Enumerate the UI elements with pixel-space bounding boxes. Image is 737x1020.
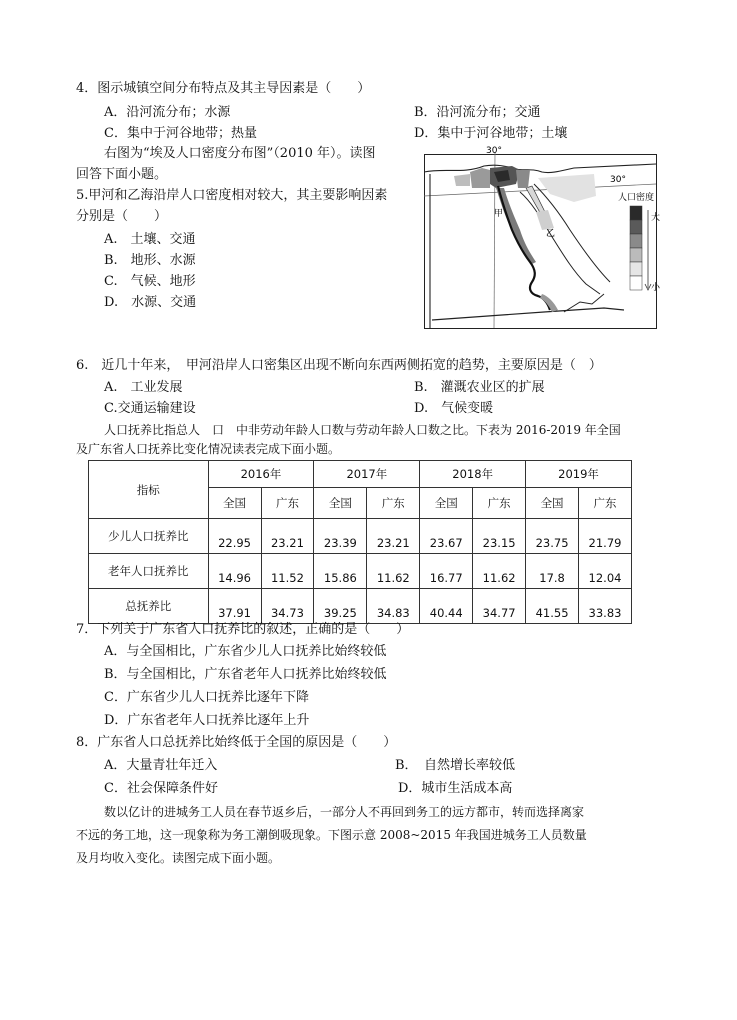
legend-low-label: 小 bbox=[651, 283, 661, 293]
table-cell: 16.77 bbox=[420, 554, 473, 589]
legend-swatch-6 bbox=[630, 276, 642, 290]
table-cell: 40.44 bbox=[420, 589, 473, 624]
table-cell: 34.73 bbox=[261, 589, 314, 624]
q4-option-a[interactable]: A．沿河流分布；水源 bbox=[104, 105, 231, 120]
q4-stem: 4．图示城镇空间分布特点及其主导因素是（ ） bbox=[76, 81, 371, 96]
legend-high-label: 大 bbox=[651, 213, 661, 223]
legend-swatch-4 bbox=[630, 248, 642, 262]
q7-option-a[interactable]: A．与全国相比，广东省少儿人口抚养比始终较低 bbox=[104, 644, 387, 659]
table-cell: 11.52 bbox=[261, 554, 314, 589]
q8-option-b[interactable]: B． 自然增长率较低 bbox=[395, 758, 516, 773]
longitude-label: 30° bbox=[486, 146, 502, 156]
table-cell: 23.21 bbox=[261, 519, 314, 554]
header-year-2018: 2018年 bbox=[420, 461, 526, 488]
row-label-total: 总抚养比 bbox=[89, 589, 209, 624]
subheader-guangdong: 广东 bbox=[579, 488, 632, 519]
table-cell: 34.77 bbox=[473, 589, 526, 624]
q7-option-b[interactable]: B．与全国相比，广东省老年人口抚养比始终较低 bbox=[104, 667, 387, 682]
river-label-jia: 甲 bbox=[494, 209, 504, 219]
q5-option-d[interactable]: D. 水源、交通 bbox=[104, 295, 197, 310]
q6-option-a[interactable]: A. 工业发展 bbox=[104, 380, 183, 395]
table-row bbox=[89, 519, 632, 554]
table-row bbox=[89, 589, 632, 624]
q8-stem: 8．广东省人口总抚养比始终低于全国的原因是（ ） bbox=[76, 735, 397, 750]
table-cell: 17.8 bbox=[526, 554, 579, 589]
q4-option-b[interactable]: B．沿河流分布；交通 bbox=[414, 105, 541, 120]
map-intro-line2: 回答下面小题。 bbox=[76, 167, 168, 182]
q7-option-d[interactable]: D．广东省老年人口抚养比逐年上升 bbox=[104, 713, 310, 728]
table-cell: 14.96 bbox=[208, 554, 261, 589]
table-cell: 23.75 bbox=[526, 519, 579, 554]
table-intro-line1: 人口抚养比指总人 口 中非劳动年龄人口数与劳动年龄人口数之比。下表为 2016-2019 年全国 bbox=[104, 423, 621, 437]
table-cell: 23.39 bbox=[314, 519, 367, 554]
table-cell: 22.95 bbox=[208, 519, 261, 554]
row-label-child: 少儿人口抚养比 bbox=[89, 519, 209, 554]
header-year-2019: 2019年 bbox=[526, 461, 632, 488]
legend-swatch-2 bbox=[630, 220, 642, 234]
row-label-elderly: 老年人口抚养比 bbox=[89, 554, 209, 589]
table-cell: 33.83 bbox=[579, 589, 632, 624]
table-cell: 11.62 bbox=[473, 554, 526, 589]
subheader-national: 全国 bbox=[420, 488, 473, 519]
q8-option-a[interactable]: A．大量青壮年迁入 bbox=[104, 758, 218, 773]
table-cell: 39.25 bbox=[314, 589, 367, 624]
q8-option-d[interactable]: D．城市生活成本高 bbox=[398, 781, 513, 796]
table-cell: 34.83 bbox=[367, 589, 420, 624]
q6-option-c[interactable]: C.交通运输建设 bbox=[104, 401, 196, 416]
table-cell: 23.15 bbox=[473, 519, 526, 554]
table-cell: 23.21 bbox=[367, 519, 420, 554]
legend-swatch-3 bbox=[630, 234, 642, 248]
q6-stem: 6. 近几十年来， 甲河沿岸人口密集区出现不断向东西两侧拓宽的趋势，主要原因是（ ） bbox=[76, 358, 602, 373]
table-intro-line2: 及广东省人口抚养比变化情况读表完成下面小题。 bbox=[76, 442, 341, 456]
q7-stem: 7．下列关于广东省人口抚养比的叙述，正确的是（ ） bbox=[76, 622, 410, 637]
q4-option-c[interactable]: C．集中于河谷地带；热量 bbox=[104, 126, 257, 141]
q5-option-c[interactable]: C. 气候、地形 bbox=[104, 274, 196, 289]
dependency-ratio-table bbox=[88, 460, 632, 624]
q5-option-b[interactable]: B. 地形、水源 bbox=[104, 253, 196, 268]
header-indicator: 指标 bbox=[89, 461, 209, 519]
sea-label-yi: 乙 bbox=[546, 229, 556, 239]
header-year-2016: 2016年 bbox=[208, 461, 314, 488]
q5-stem-line2: 分别是（ ） bbox=[76, 209, 168, 224]
subheader-national: 全国 bbox=[208, 488, 261, 519]
western-coast-density bbox=[454, 174, 470, 186]
latitude-label: 30° bbox=[610, 175, 626, 185]
subheader-guangdong: 广东 bbox=[473, 488, 526, 519]
table-cell: 12.04 bbox=[579, 554, 632, 589]
table-cell: 41.55 bbox=[526, 589, 579, 624]
subheader-national: 全国 bbox=[526, 488, 579, 519]
table-row bbox=[89, 554, 632, 589]
final-para-line3: 及月均收入变化。读图完成下面小题。 bbox=[76, 851, 281, 865]
q5-option-a[interactable]: A. 土壤、交通 bbox=[104, 232, 196, 247]
egypt-population-density-map bbox=[424, 144, 672, 330]
q4-option-d[interactable]: D．集中于河谷地带；土壤 bbox=[414, 126, 568, 141]
q5-stem-line1: 5.甲河和乙海沿岸人口密度相对较大，其主要影响因素 bbox=[76, 188, 388, 203]
final-para-line1: 数以亿计的进城务工人员在春节返乡后，一部分人不再回到务工的远方都市，转而选择离家 bbox=[104, 805, 585, 819]
q6-option-d[interactable]: D. 气候变暖 bbox=[414, 401, 494, 416]
table-cell: 21.79 bbox=[579, 519, 632, 554]
q8-option-c[interactable]: C．社会保障条件好 bbox=[104, 781, 218, 796]
table-cell: 23.67 bbox=[420, 519, 473, 554]
q6-option-b[interactable]: B. 灌溉农业区的扩展 bbox=[414, 380, 545, 395]
q7-option-c[interactable]: C．广东省少儿人口抚养比逐年下降 bbox=[104, 690, 309, 705]
table-cell: 37.91 bbox=[208, 589, 261, 624]
table-cell: 11.62 bbox=[367, 554, 420, 589]
legend-swatch-5 bbox=[630, 262, 642, 276]
legend-title: 人口密度 bbox=[618, 193, 655, 203]
subheader-guangdong: 广东 bbox=[261, 488, 314, 519]
delta-west-medium-density bbox=[470, 168, 490, 188]
header-year-2017: 2017年 bbox=[314, 461, 420, 488]
suez-canal-zone-density bbox=[516, 170, 530, 188]
subheader-guangdong: 广东 bbox=[367, 488, 420, 519]
legend-swatch-1 bbox=[630, 206, 642, 220]
table-cell: 15.86 bbox=[314, 554, 367, 589]
final-para-line2: 不远的务工地，这一现象称为务工潮倒吸现象。下图示意 2008~2015 年我国进城务工人员数量 bbox=[76, 828, 587, 842]
map-intro-line1: 右图为“埃及人口密度分布图”（2010 年）。读图 bbox=[104, 146, 376, 161]
subheader-national: 全国 bbox=[314, 488, 367, 519]
